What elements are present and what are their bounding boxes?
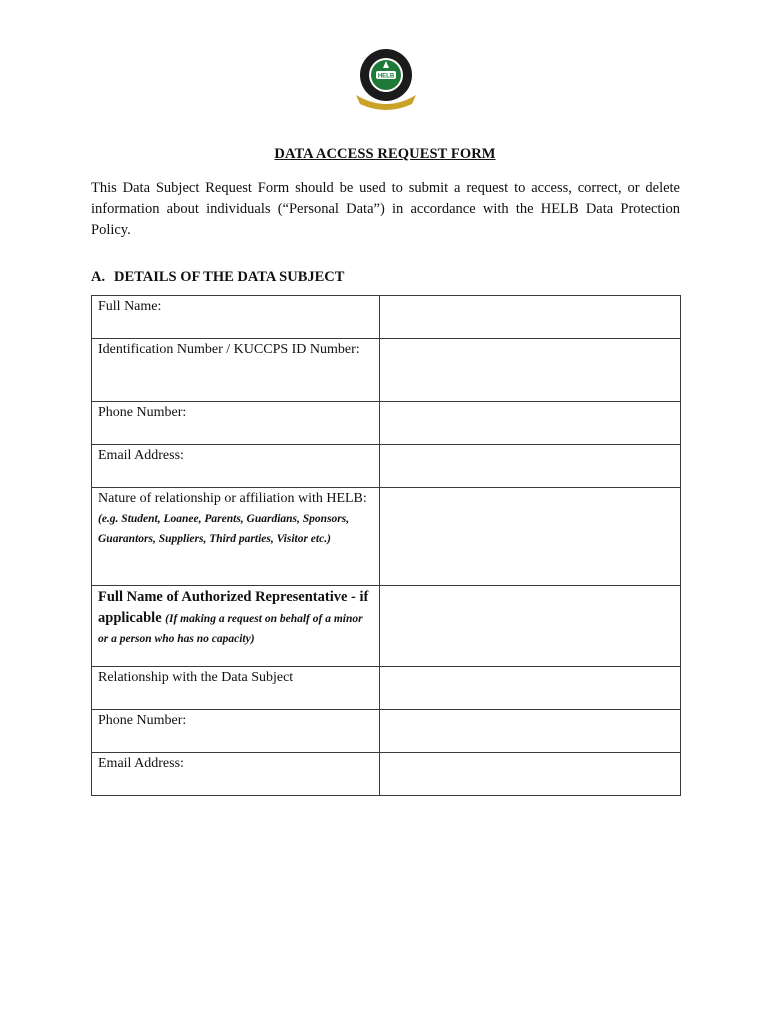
relationship-field[interactable]: [380, 667, 681, 710]
table-row: [92, 296, 681, 339]
field-label-cell: [92, 753, 380, 796]
table-row: [92, 445, 681, 488]
helb-seal-icon: [354, 47, 418, 111]
field-label: Relationship with the Data Subject: [98, 670, 294, 685]
table-row: [92, 488, 681, 586]
rep-phone-number-field[interactable]: [380, 710, 681, 753]
field-label: Phone Number:: [98, 713, 187, 728]
intro-paragraph: This Data Subject Request Form should be used to submit a request to access, correct, or delete information about individuals (“Personal Data”) in accordance with the HELB Data Protection Policy.: [91, 180, 680, 238]
field-label: Nature of relationship or affiliation with HELB:: [98, 491, 367, 506]
field-label: Phone Number:: [98, 405, 187, 420]
field-label-cell: [92, 667, 380, 710]
field-label: Email Address:: [98, 448, 184, 463]
id-number-field[interactable]: [380, 339, 681, 402]
field-label-cell: [92, 445, 380, 488]
table-row: [92, 402, 681, 445]
form-title: DATA ACCESS REQUEST FORM: [274, 146, 496, 162]
table-row: [92, 710, 681, 753]
logo-center-text: HELB: [377, 73, 395, 80]
section-number: A.: [91, 269, 106, 285]
table-row: [92, 667, 681, 710]
field-label: Full Name of Authorized Representative - if applicable: [98, 589, 369, 626]
table-row: [92, 586, 681, 667]
field-label: Identification Number / KUCCPS ID Number:: [98, 342, 360, 357]
full-name-field[interactable]: [380, 296, 681, 339]
relationship-nature-field[interactable]: [380, 488, 681, 586]
table-row: [92, 339, 681, 402]
field-note: (If making a request on behalf of a minor or a person who has no capacity): [98, 613, 363, 645]
field-label: Email Address:: [98, 756, 184, 771]
field-note: (e.g. Student, Loanee, Parents, Guardians, Sponsors, Guarantors, Suppliers, Third parties, Visitor etc.): [98, 513, 350, 545]
section-title: DETAILS OF THE DATA SUBJECT: [114, 269, 345, 285]
data-subject-details-table: [91, 295, 681, 796]
email-address-field[interactable]: [380, 445, 681, 488]
section-a-heading: [91, 269, 344, 286]
field-label: Full Name:: [98, 299, 162, 314]
field-label-cell: [92, 488, 380, 586]
phone-number-field[interactable]: [380, 402, 681, 445]
field-label-cell: [92, 402, 380, 445]
field-label-cell: [92, 339, 380, 402]
helb-logo: [354, 47, 418, 111]
field-label-cell: [92, 296, 380, 339]
field-label-cell: [92, 586, 380, 667]
rep-email-address-field[interactable]: [380, 753, 681, 796]
table-row: [92, 753, 681, 796]
representative-name-field[interactable]: [380, 586, 681, 667]
field-label-cell: [92, 710, 380, 753]
